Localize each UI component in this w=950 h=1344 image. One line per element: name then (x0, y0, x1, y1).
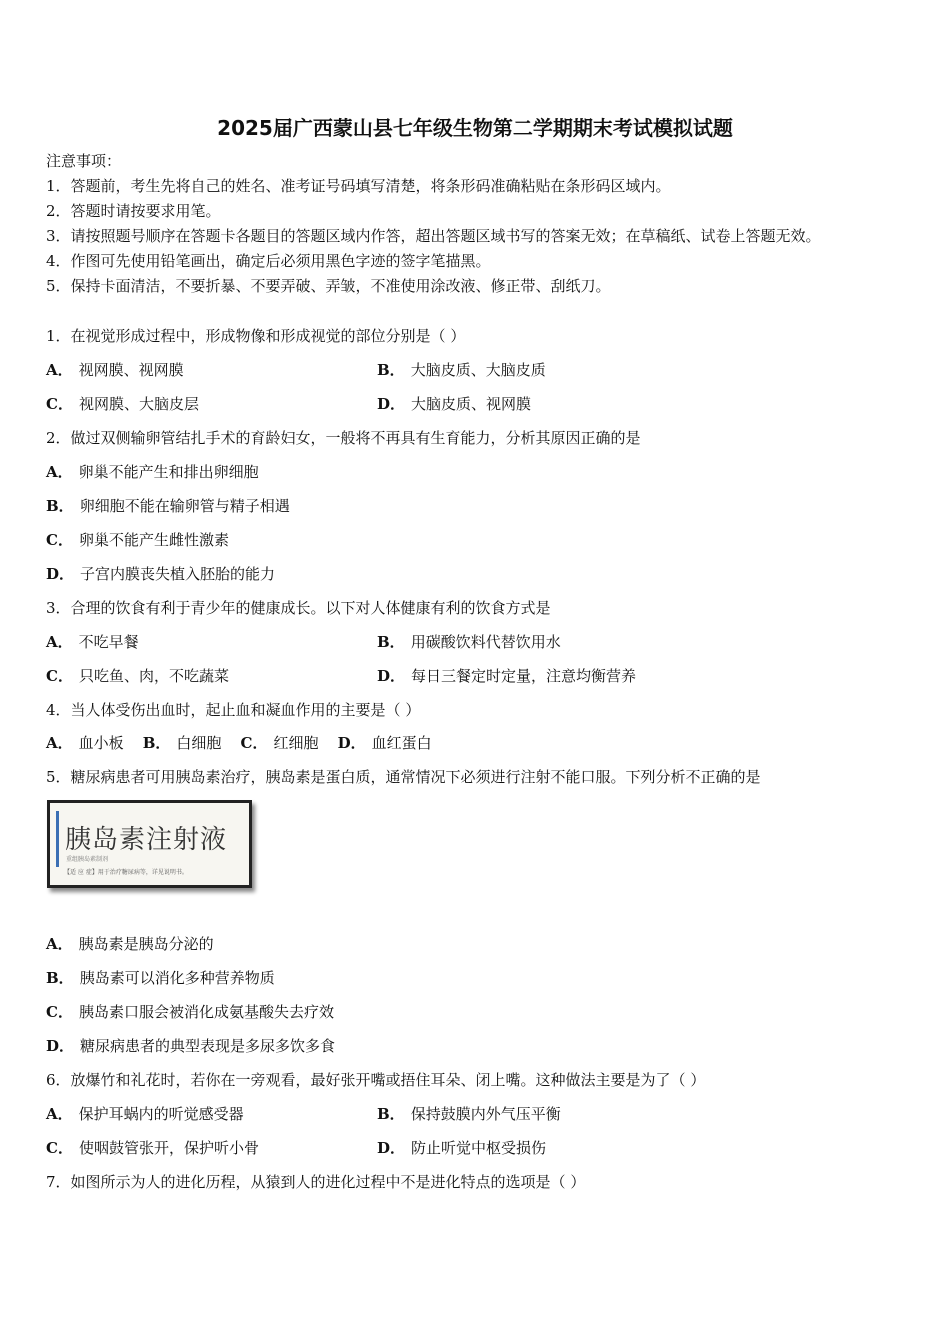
q6-option-c: C． 使咽鼓管张开，保护听小骨 (46, 1139, 259, 1157)
question-5-stem: 5．糖尿病患者可用胰岛素治疗，胰岛素是蛋白质，通常情况下必须进行注射不能口服。下列分析不正确的是 (46, 768, 761, 786)
question-3-stem: 3．合理的饮食有利于青少年的健康成长。以下对人体健康有利的饮食方式是 (46, 599, 551, 617)
q6-option-d: D． 防止听觉中枢受损伤 (377, 1139, 547, 1157)
notice-heading: 注意事项： (46, 152, 122, 170)
question-2-stem: 2．做过双侧输卵管结扎手术的育龄妇女，一般将不再具有生育能力，分析其原因正确的是 (46, 429, 641, 447)
q6-option-b: B． 保持鼓膜内外气压平衡 (377, 1105, 561, 1123)
q5-option-d: D． 糖尿病患者的典型表现是多尿多饮多食 (46, 1037, 336, 1055)
q2-option-a: A． 卵巢不能产生和排出卵细胞 (46, 463, 259, 481)
q6-option-a: A． 保护耳蜗内的听觉感受器 (46, 1105, 244, 1123)
q1-option-d: D． 大脑皮质、视网膜 (377, 395, 532, 413)
package-title: 胰岛素注射液 (65, 825, 228, 855)
question-6-stem: 6．放爆竹和礼花时，若你在一旁观看，最好张开嘴或捂住耳朵、闭上嘴。这种做法主要是为了（ ） (46, 1071, 706, 1089)
q2-option-d: D． 子宫内膜丧失植入胚胎的能力 (46, 565, 276, 583)
package-note: 【适 应 症】用于治疗糖尿病等，详见说明书。 (64, 869, 188, 876)
q3-option-b: B． 用碳酸饮料代替饮用水 (377, 633, 561, 651)
q5-option-b: B． 胰岛素可以消化多种营养物质 (46, 969, 275, 987)
package-subtitle: 重组胰岛素制剂 (66, 856, 109, 863)
q2-option-b: B． 卵细胞不能在输卵管与精子相遇 (46, 497, 290, 515)
q3-option-c: C． 只吃鱼、肉，不吃蔬菜 (46, 667, 229, 685)
notice-item-5: 5．保持卡面清洁，不要折暴、不要弄破、弄皱，不准使用涂改液、修正带、刮纸刀。 (46, 277, 611, 295)
q1-option-b: B． 大脑皮质、大脑皮质 (377, 361, 546, 379)
page-title: 2025届广西蒙山县七年级生物第二学期期末考试模拟试题 (217, 116, 733, 140)
notice-item-4: 4．作图可先使用铅笔画出，确定后必须用黑色字迹的签字笔描黑。 (46, 252, 491, 270)
q3-option-d: D． 每日三餐定时定量，注意均衡营养 (377, 667, 637, 685)
q5-option-c: C． 胰岛素口服会被消化成氨基酸失去疗效 (46, 1003, 334, 1021)
notice-item-3: 3．请按照题号顺序在答题卡各题目的答题区域内作答，超出答题区域书写的答案无效；在草稿纸、试卷上答题无效。 (46, 227, 821, 245)
question-7-stem: 7．如图所示为人的进化历程，从猿到人的进化过程中不是进化特点的选项是（ ） (46, 1173, 586, 1191)
notice-item-1: 1．答题前，考生先将自己的姓名、准考证号码填写清楚，将条形码准确粘贴在条形码区域内。 (46, 177, 671, 195)
q2-option-c: C． 卵巢不能产生雌性激素 (46, 531, 229, 549)
q4-options-row: A． 血小板 B． 白细胞 C． 红细胞 D． 血红蛋白 (46, 734, 432, 752)
question-1-stem: 1．在视觉形成过程中，形成物像和形成视觉的部位分别是（ ） (46, 327, 466, 345)
notice-item-2: 2．答题时请按要求用笔。 (46, 202, 221, 220)
question-4-stem: 4．当人体受伤出血时，起止血和凝血作用的主要是（ ） (46, 701, 421, 719)
q3-option-a: A． 不吃早餐 (46, 633, 139, 651)
q1-option-a: A． 视网膜、视网膜 (46, 361, 184, 379)
q1-option-c: C． 视网膜、大脑皮层 (46, 395, 199, 413)
q5-option-a: A． 胰岛素是胰岛分泌的 (46, 935, 214, 953)
insulin-package-image (47, 800, 252, 888)
package-accent-bar (56, 811, 59, 867)
